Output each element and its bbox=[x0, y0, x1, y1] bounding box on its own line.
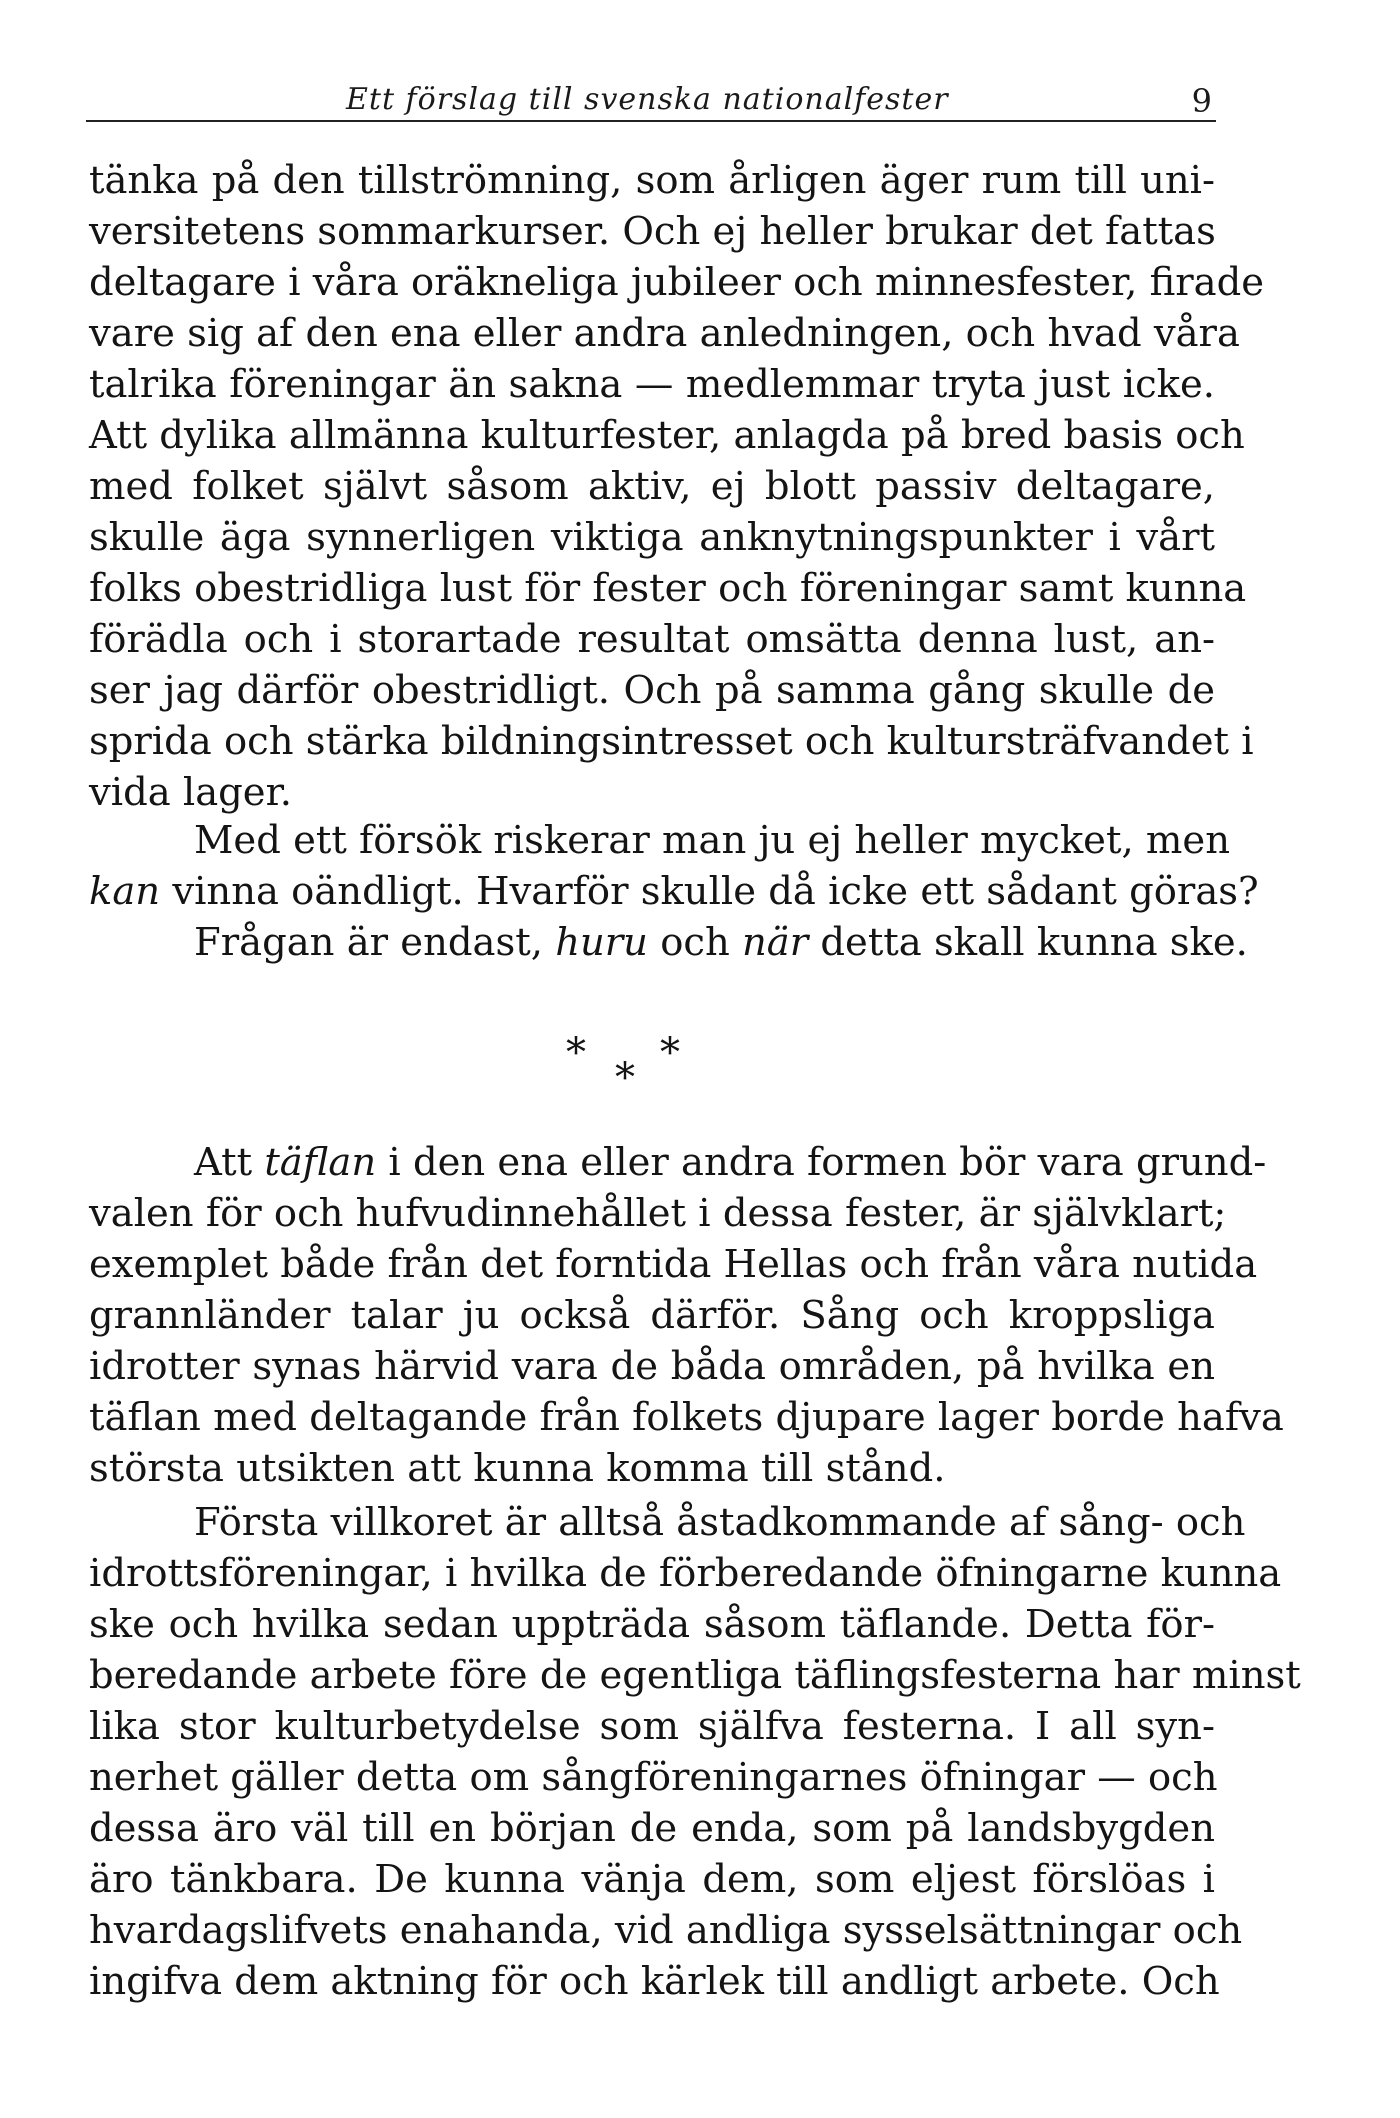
running-title: Ett förslag till svenska nationalfester bbox=[346, 82, 949, 117]
text-span: detta skall kunna ske. bbox=[808, 920, 1248, 965]
text-line: hvardagslifvets enahanda, vid andliga sysselsättningar och bbox=[89, 1908, 1243, 1953]
text-line: valen för och hufvudinnehållet i dessa fester, är självklart; bbox=[89, 1191, 1227, 1236]
italic-word: kan bbox=[89, 869, 161, 914]
text-line: täflan med deltagande från folkets djupare lager borde hafva bbox=[89, 1395, 1284, 1440]
italic-word: när bbox=[742, 920, 809, 965]
asterisk: * bbox=[615, 1055, 635, 1101]
asterisk: * bbox=[660, 1030, 680, 1076]
text-line: Att dylika allmänna kulturfester, anlagda på bred basis och bbox=[89, 413, 1245, 458]
text-line: lika stor kulturbetydelse som själfva festerna. I all syn- bbox=[89, 1704, 1215, 1749]
text-line: förädla och i storartade resultat omsätta denna lust, an- bbox=[89, 617, 1215, 662]
text-line: skulle äga synnerligen viktiga anknytningspunkter i vårt bbox=[89, 515, 1215, 560]
text-span: vinna oändligt. Hvarför skulle då icke ett sådant göras? bbox=[160, 869, 1259, 914]
asterisk: * bbox=[566, 1030, 586, 1076]
text-line: folks obestridliga lust för fester och föreningar samt kunna bbox=[89, 566, 1247, 611]
text-line: versitetens sommarkurser. Och ej heller brukar det fattas bbox=[89, 209, 1216, 254]
text-line: beredande arbete före de egentliga täflingsfesterna har minst bbox=[89, 1653, 1301, 1698]
text-line bbox=[89, 917, 1248, 968]
text-line: tänka på den tillströmning, som årligen äger rum till uni- bbox=[89, 158, 1215, 203]
text-line: deltagare i våra oräkneliga jubileer och minnesfester, firade bbox=[89, 260, 1265, 305]
text-line: Första villkoret är alltså åstadkommande af sång- och bbox=[194, 1500, 1246, 1545]
page-number: 9 bbox=[1191, 82, 1212, 120]
section-divider-asterism bbox=[0, 1030, 1400, 1110]
text-line: idrottsföreningar, i hvilka de förberedande öfningarne kunna bbox=[89, 1551, 1282, 1596]
text-line: vare sig af den ena eller andra anledningen, och hvad våra bbox=[89, 311, 1240, 356]
text-line: dessa äro väl till en början de enda, som på landsbygden bbox=[89, 1806, 1215, 1851]
text-line bbox=[89, 866, 1259, 917]
text-line: Med ett försök riskerar man ju ej heller mycket, men bbox=[194, 818, 1231, 863]
text-span: Att bbox=[194, 1140, 265, 1185]
running-header bbox=[86, 80, 1216, 122]
italic-word: täflan bbox=[264, 1140, 377, 1185]
text-line: idrotter synas härvid vara de båda områden, på hvilka en bbox=[89, 1344, 1215, 1389]
text-line: med folket självt såsom aktiv, ej blott passiv deltagare, bbox=[89, 464, 1215, 509]
text-line: ingifva dem aktning för och kärlek till andligt arbete. Och bbox=[89, 1959, 1220, 2004]
text-span: Frågan är endast, bbox=[194, 920, 556, 965]
text-line: talrika föreningar än sakna — medlemmar tryta just icke. bbox=[89, 362, 1215, 407]
text-line: ser jag därför obestridligt. Och på samma gång skulle de bbox=[89, 668, 1215, 713]
text-span: och bbox=[647, 920, 742, 965]
paragraph-1 bbox=[89, 155, 1265, 818]
text-line: nerhet gäller detta om sångföreningarnes öfningar — och bbox=[89, 1755, 1218, 1800]
paragraph-4 bbox=[89, 1497, 1301, 2007]
text-line: största utsikten att kunna komma till stånd. bbox=[89, 1446, 946, 1491]
paragraph-3 bbox=[89, 1137, 1284, 1494]
paragraph-2 bbox=[89, 815, 1259, 968]
text-line: grannländer talar ju också därför. Sång och kroppsliga bbox=[89, 1293, 1215, 1338]
text-line: sprida och stärka bildningsintresset och kultursträfvandet i bbox=[89, 719, 1254, 764]
italic-word: huru bbox=[555, 920, 648, 965]
text-line: exemplet både från det forntida Hellas och från våra nutida bbox=[89, 1242, 1258, 1287]
text-line: äro tänkbara. De kunna vänja dem, som eljest förslöas i bbox=[89, 1857, 1215, 1902]
text-line: ske och hvilka sedan uppträda såsom täflande. Detta för- bbox=[89, 1602, 1215, 1647]
text-span: i den ena eller andra formen bör vara grund- bbox=[376, 1140, 1267, 1185]
text-line: vida lager. bbox=[89, 770, 293, 815]
text-line bbox=[89, 1137, 1267, 1188]
